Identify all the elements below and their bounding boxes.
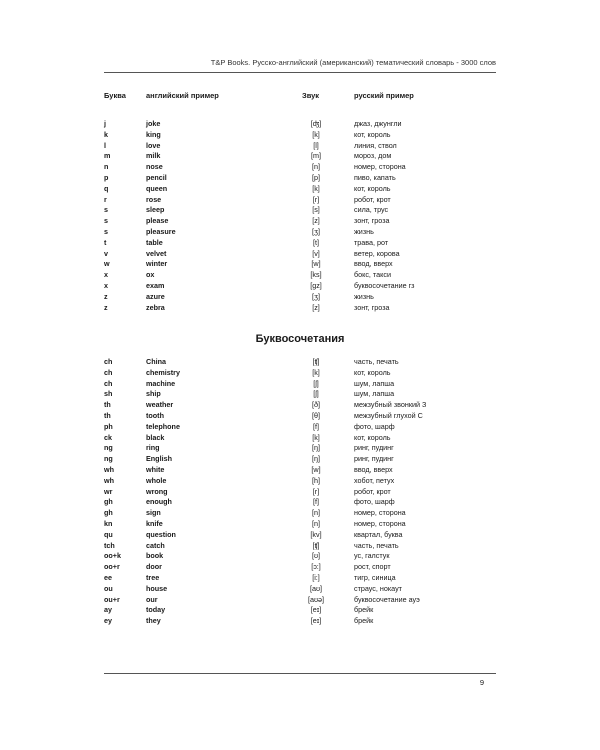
table-row: [104, 508, 504, 519]
row-letter: ee: [104, 572, 112, 582]
row-russian-example: джаз, джунгли: [354, 119, 402, 128]
row-letter: x: [104, 270, 108, 280]
row-letter: ou+r: [104, 594, 120, 604]
row-letter: ey: [104, 616, 112, 626]
row-sound: [eɪ]: [310, 605, 322, 615]
row-russian-example: номер, сторона: [354, 508, 406, 518]
row-english-example: queen: [146, 183, 168, 193]
column-headers: [104, 91, 504, 101]
table-row: [104, 270, 504, 281]
row-sound: [gz]: [310, 280, 322, 290]
row-letter: ch: [104, 378, 113, 388]
row-sound: [ʒ]: [312, 291, 320, 301]
table-row: [104, 400, 504, 411]
table-row: [104, 605, 504, 616]
row-sound: [m]: [311, 151, 321, 161]
row-letter: th: [104, 400, 111, 410]
row-english-example: whole: [146, 475, 167, 485]
row-sound: [z]: [312, 216, 320, 226]
row-russian-example: шум, лапша: [354, 389, 395, 399]
table-row: [104, 368, 504, 379]
table-row: [104, 184, 504, 195]
row-english-example: ship: [146, 389, 161, 399]
row-russian-example: межзубный глухой С: [354, 410, 423, 420]
row-english-example: ring: [146, 443, 160, 453]
row-english-example: chemistry: [146, 367, 180, 377]
row-letter: qu: [104, 529, 113, 539]
column-header-sound: Звук: [302, 91, 320, 100]
row-english-example: joke: [146, 119, 161, 128]
row-letter: z: [104, 302, 108, 312]
row-english-example: pencil: [146, 172, 167, 182]
row-english-example: tree: [146, 572, 160, 582]
page-number: 9: [479, 678, 484, 687]
running-header: T&P Books. Русско-английский (американский) тематический словарь - 3000 слов: [210, 58, 496, 67]
row-sound: [ŋ]: [312, 454, 320, 464]
row-english-example: book: [146, 551, 164, 561]
row-russian-example: кот, король: [354, 129, 391, 139]
row-sound: [aʊə]: [307, 594, 325, 604]
row-letter: j: [104, 119, 106, 128]
row-english-example: they: [146, 616, 161, 626]
row-letter: wh: [104, 475, 114, 485]
row-russian-example: кот, король: [354, 367, 391, 377]
table-row: [104, 238, 504, 249]
row-letter: s: [104, 216, 108, 226]
table-row: [104, 292, 504, 303]
row-sound: [n]: [312, 162, 320, 172]
row-sound: [z]: [312, 302, 320, 312]
row-english-example: zebra: [146, 302, 165, 312]
row-letter: ch: [104, 367, 113, 377]
row-english-example: black: [146, 432, 165, 442]
row-letter: m: [104, 151, 111, 161]
header-rule: [104, 72, 496, 73]
table-row: [104, 281, 504, 292]
table-row: [104, 379, 504, 390]
table-row: [104, 562, 504, 573]
row-sound: [ɔ:]: [311, 562, 321, 572]
table-row: [104, 141, 504, 152]
row-sound: [r]: [312, 486, 320, 496]
row-letter: wr: [104, 486, 113, 496]
row-english-example: catch: [146, 540, 165, 550]
table-row: [104, 162, 504, 173]
row-sound: [eɪ]: [310, 616, 322, 626]
row-sound: [f]: [313, 421, 319, 431]
row-russian-example: ввод, вверх: [354, 464, 393, 474]
row-sound: [l]: [313, 140, 319, 150]
row-sound: [p]: [312, 172, 320, 182]
row-english-example: question: [146, 529, 176, 539]
row-letter: s: [104, 205, 108, 215]
combinations-table: [104, 357, 504, 627]
table-row: [104, 443, 504, 454]
row-russian-example: робот, крот: [354, 486, 391, 496]
row-russian-example: робот, крот: [354, 194, 391, 204]
table-row: [104, 616, 504, 627]
row-letter: r: [104, 194, 107, 204]
row-sound: [aʊ]: [309, 583, 323, 593]
row-english-example: milk: [146, 151, 161, 161]
row-russian-example: зонт, гроза: [354, 216, 390, 226]
row-sound: [w]: [311, 259, 321, 269]
row-letter: ou: [104, 583, 113, 593]
row-russian-example: номер, сторона: [354, 162, 406, 172]
row-english-example: telephone: [146, 421, 180, 431]
row-sound: [ʧ]: [312, 540, 320, 550]
row-letter: wh: [104, 464, 114, 474]
table-row: [104, 205, 504, 216]
row-letter: q: [104, 183, 109, 193]
table-row: [104, 487, 504, 498]
row-russian-example: кот, король: [354, 183, 391, 193]
row-sound: [n]: [312, 518, 320, 528]
row-russian-example: брейк: [354, 605, 374, 615]
row-sound: [ʊ]: [311, 551, 321, 561]
table-row: [104, 422, 504, 433]
row-english-example: English: [146, 454, 172, 464]
row-russian-example: жизнь: [354, 291, 374, 301]
row-english-example: king: [146, 129, 161, 139]
row-english-example: knife: [146, 518, 163, 528]
row-russian-example: рост, спорт: [354, 562, 391, 572]
row-english-example: sign: [146, 508, 161, 518]
row-russian-example: шум, лапша: [354, 378, 395, 388]
table-row: [104, 151, 504, 162]
row-letter: tch: [104, 540, 115, 550]
row-english-example: winter: [146, 259, 168, 269]
row-sound: [v]: [312, 248, 320, 258]
section-title: Буквосочетания: [255, 333, 345, 345]
row-sound: [k]: [312, 183, 320, 193]
row-letter: s: [104, 226, 108, 236]
table-row: [104, 454, 504, 465]
row-russian-example: фото, шарф: [354, 421, 395, 431]
row-russian-example: ввод, вверх: [354, 259, 393, 269]
row-sound: [n]: [312, 508, 320, 518]
row-letter: t: [104, 237, 107, 247]
row-letter: ph: [104, 421, 113, 431]
column-header-letter: Буква: [104, 91, 126, 100]
row-sound: [ʤ]: [310, 119, 322, 128]
row-english-example: today: [146, 605, 166, 615]
row-letter: sh: [104, 389, 113, 399]
row-russian-example: межзубный звонкий З: [354, 400, 427, 410]
row-english-example: machine: [146, 378, 176, 388]
row-russian-example: сила, трус: [354, 205, 389, 215]
table-row: [104, 530, 504, 541]
row-russian-example: фото, шарф: [354, 497, 395, 507]
row-letter: k: [104, 129, 108, 139]
row-russian-example: часть, печать: [354, 357, 399, 366]
row-english-example: nose: [146, 162, 163, 172]
table-row: [104, 173, 504, 184]
row-russian-example: ус, галстук: [354, 551, 390, 561]
row-russian-example: квартал, буква: [354, 529, 403, 539]
row-english-example: house: [146, 583, 168, 593]
row-sound: [k]: [312, 367, 320, 377]
row-sound: [θ]: [312, 410, 320, 420]
table-row: [104, 476, 504, 487]
footer-rule: [104, 673, 496, 674]
row-russian-example: страус, нокаут: [354, 583, 402, 593]
row-russian-example: номер, сторона: [354, 518, 406, 528]
column-header-russian: русский пример: [354, 91, 414, 100]
row-english-example: tooth: [146, 410, 164, 420]
row-russian-example: кот, король: [354, 432, 391, 442]
table-row: [104, 303, 504, 314]
table-row: [104, 541, 504, 552]
row-english-example: rose: [146, 194, 162, 204]
table-row: [104, 497, 504, 508]
row-russian-example: бокс, такси: [354, 270, 391, 280]
row-letter: p: [104, 172, 109, 182]
row-sound: [i:]: [312, 572, 320, 582]
row-english-example: wrong: [146, 486, 168, 496]
row-english-example: enough: [146, 497, 172, 507]
row-english-example: white: [146, 464, 165, 474]
table-row: [104, 195, 504, 206]
row-sound: [kv]: [310, 529, 322, 539]
table-row: [104, 551, 504, 562]
row-russian-example: пиво, капать: [354, 172, 396, 182]
table-row: [104, 389, 504, 400]
row-english-example: door: [146, 562, 162, 572]
table-row: [104, 227, 504, 238]
row-english-example: weather: [146, 400, 174, 410]
row-letter: gh: [104, 508, 113, 518]
row-russian-example: ринг, пудинг: [354, 443, 394, 453]
row-sound: [ks]: [310, 270, 322, 280]
table-row: [104, 584, 504, 595]
table-row: [104, 519, 504, 530]
row-english-example: velvet: [146, 248, 167, 258]
table-row: [104, 216, 504, 227]
row-sound: [f]: [313, 497, 319, 507]
row-letter: ng: [104, 454, 113, 464]
row-letter: th: [104, 410, 111, 420]
table-row: [104, 465, 504, 476]
row-sound: [ʃ]: [313, 378, 319, 388]
column-header-english: английский пример: [146, 91, 219, 100]
row-sound: [s]: [312, 205, 320, 215]
row-letter: oo+r: [104, 562, 120, 572]
row-sound: [ð]: [312, 400, 320, 410]
row-english-example: exam: [146, 280, 165, 290]
table-row: [104, 573, 504, 584]
table-row: [104, 433, 504, 444]
letters-table: [104, 119, 504, 313]
row-english-example: China: [146, 357, 166, 366]
row-russian-example: ринг, пудинг: [354, 454, 394, 464]
row-russian-example: буквосочетание ауэ: [354, 594, 420, 604]
row-russian-example: ветер, корова: [354, 248, 400, 258]
row-english-example: sleep: [146, 205, 165, 215]
row-sound: [w]: [311, 464, 321, 474]
table-row: [104, 595, 504, 606]
table-row: [104, 411, 504, 422]
row-russian-example: буквосочетание гз: [354, 280, 415, 290]
row-russian-example: хобот, петух: [354, 475, 395, 485]
table-row: [104, 119, 504, 130]
table-row: [104, 357, 504, 368]
row-russian-example: часть, печать: [354, 540, 399, 550]
row-sound: [ʧ]: [312, 357, 320, 366]
row-russian-example: тигр, синица: [354, 572, 396, 582]
row-english-example: ox: [146, 270, 155, 280]
row-english-example: pleasure: [146, 226, 176, 236]
row-english-example: azure: [146, 291, 165, 301]
row-english-example: our: [146, 594, 158, 604]
row-letter: x: [104, 280, 108, 290]
table-row: [104, 130, 504, 141]
table-row: [104, 249, 504, 260]
row-english-example: table: [146, 237, 163, 247]
row-english-example: please: [146, 216, 169, 226]
row-letter: n: [104, 162, 109, 172]
row-letter: ch: [104, 357, 113, 366]
row-sound: [r]: [312, 194, 320, 204]
row-sound: [k]: [312, 432, 320, 442]
row-russian-example: зонт, гроза: [354, 302, 390, 312]
row-letter: z: [104, 291, 108, 301]
row-letter: ng: [104, 443, 113, 453]
row-letter: w: [104, 259, 110, 269]
table-row: [104, 259, 504, 270]
row-letter: gh: [104, 497, 113, 507]
row-letter: ay: [104, 605, 112, 615]
row-letter: v: [104, 248, 108, 258]
row-sound: [ʃ]: [313, 389, 319, 399]
row-letter: l: [104, 140, 106, 150]
row-letter: ck: [104, 432, 112, 442]
row-sound: [t]: [313, 237, 319, 247]
row-sound: [ŋ]: [312, 443, 320, 453]
row-sound: [h]: [312, 475, 320, 485]
row-sound: [ʒ]: [312, 226, 320, 236]
row-russian-example: жизнь: [354, 226, 374, 236]
row-sound: [k]: [312, 129, 320, 139]
row-russian-example: брейк: [354, 616, 374, 626]
row-letter: oo+k: [104, 551, 121, 561]
row-letter: kn: [104, 518, 113, 528]
row-russian-example: мороз, дом: [354, 151, 392, 161]
row-russian-example: трава, рот: [354, 237, 389, 247]
row-russian-example: линия, ствол: [354, 140, 397, 150]
row-english-example: love: [146, 140, 161, 150]
